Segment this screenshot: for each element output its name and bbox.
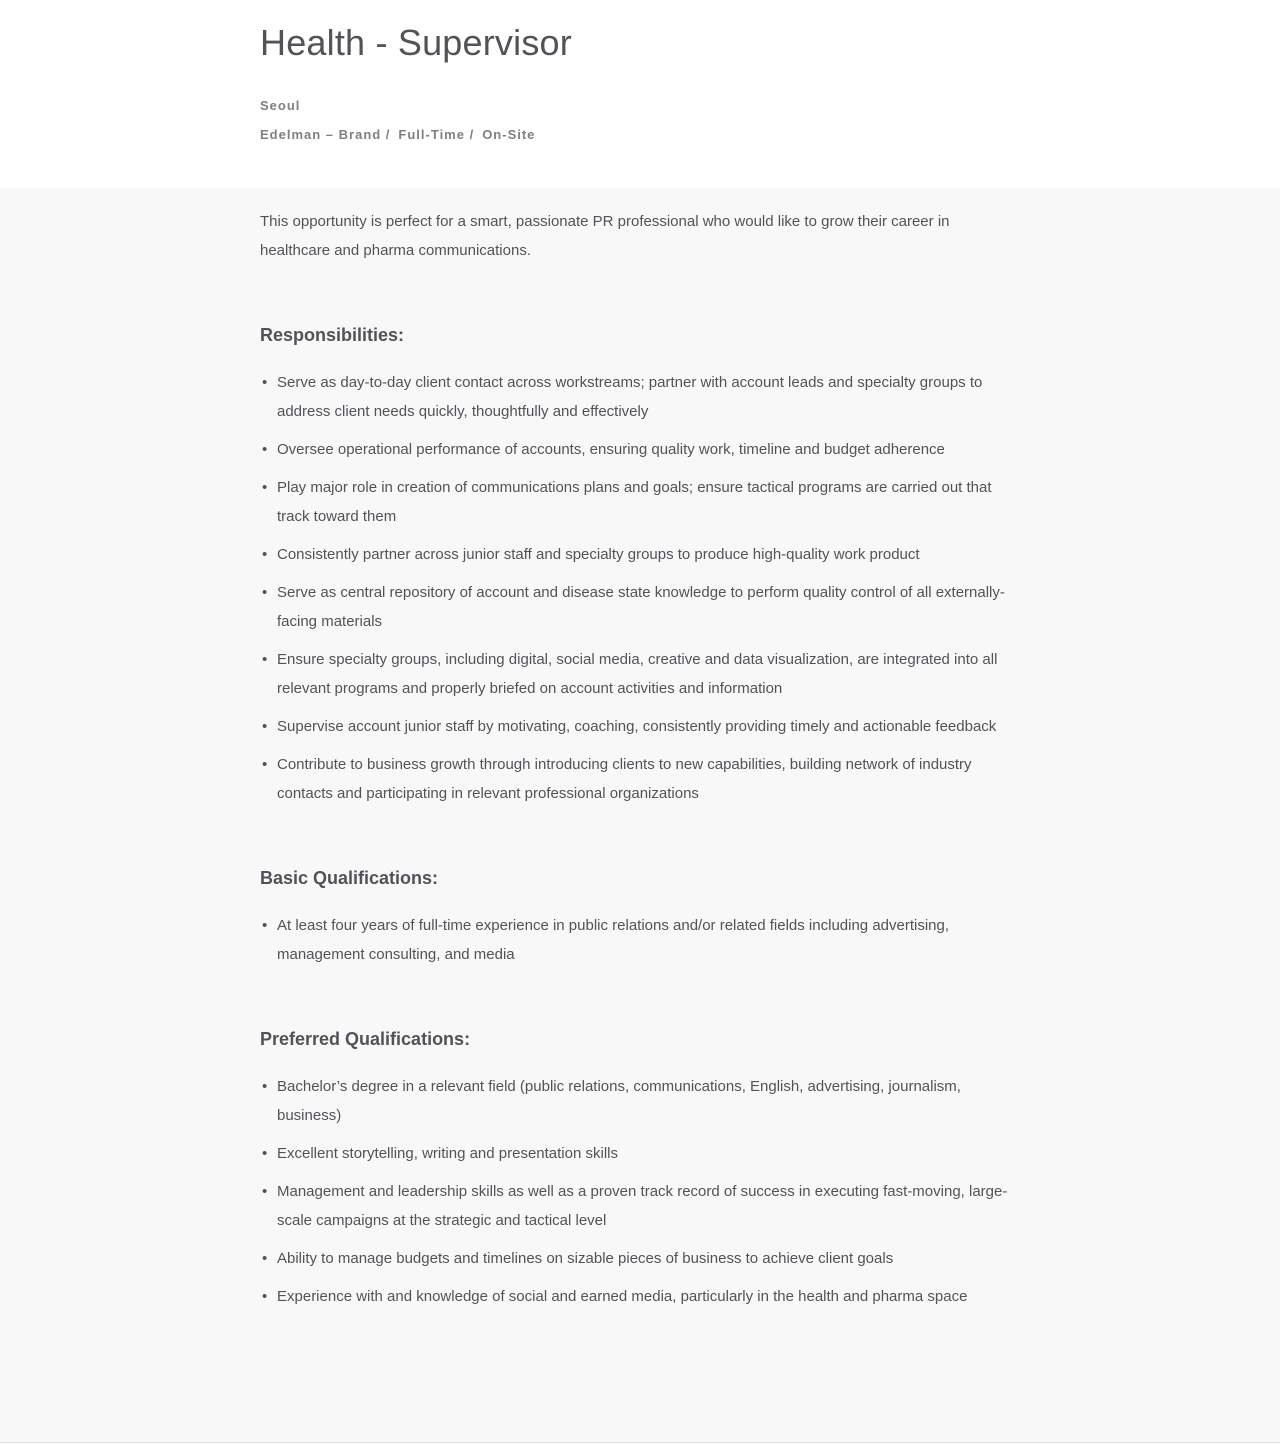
list-item xyxy=(260,473,1020,531)
posting-location: Seoul xyxy=(260,98,301,113)
section-basic-qualifications xyxy=(260,866,1020,969)
category-commitment: Full-Time / xyxy=(398,127,475,142)
list-item-text: Serve as day-to-day client contact across workstreams; partner with account leads and specialty groups to address client needs quickly, thoughtfully and effectively xyxy=(277,374,983,420)
list-item xyxy=(260,435,1020,464)
list-item-text: Experience with and knowledge of social and earned media, particularly in the health and pharma space xyxy=(277,1288,968,1305)
list-item-text: Ability to manage budgets and timelines on sizable pieces of business to achieve client goals xyxy=(277,1250,894,1267)
bullet-dot-icon: • xyxy=(262,1145,268,1162)
posting-title: Health - Supervisor xyxy=(260,22,572,63)
list-item-text: Oversee operational performance of accounts, ensuring quality work, timeline and budget adherence xyxy=(277,441,945,458)
list-item xyxy=(260,1072,1020,1130)
bullet-dot-icon: • xyxy=(262,718,268,735)
bullet-list xyxy=(260,911,1020,969)
list-item xyxy=(260,645,1020,703)
posting-header-inner xyxy=(260,0,1020,143)
bullet-dot-icon: • xyxy=(262,479,268,496)
list-item xyxy=(260,1244,1020,1273)
category-team: Edelman – Brand / xyxy=(260,127,391,142)
bullet-dot-icon: • xyxy=(262,756,268,773)
list-item-text: Supervise account junior staff by motivating, coaching, consistently providing timely and actionable feedback xyxy=(277,718,997,735)
bullet-dot-icon: • xyxy=(262,546,268,563)
posting-header xyxy=(0,0,1280,188)
posting-content xyxy=(260,188,1020,1311)
list-item xyxy=(260,911,1020,969)
section-heading: Preferred Qualifications: xyxy=(260,1029,471,1049)
divider xyxy=(0,1442,1280,1443)
list-item xyxy=(260,750,1020,808)
list-item xyxy=(260,578,1020,636)
posting-sections xyxy=(260,323,1020,1311)
bullet-dot-icon: • xyxy=(262,917,268,934)
list-item-text: Excellent storytelling, writing and presentation skills xyxy=(277,1145,618,1162)
bullet-dot-icon: • xyxy=(262,584,268,601)
section-responsibilities xyxy=(260,323,1020,808)
bullet-list xyxy=(260,1072,1020,1311)
list-item-text: Serve as central repository of account and disease state knowledge to perform quality control of all externally-facing materials xyxy=(277,584,1005,630)
bullet-dot-icon: • xyxy=(262,1250,268,1267)
list-item xyxy=(260,540,1020,569)
bullet-dot-icon: • xyxy=(262,374,268,391)
posting-categories xyxy=(260,127,1020,143)
list-item-text: Management and leadership skills as well as a proven track record of success in executing fast-moving, large-scale campaigns at the strategic and tactical level xyxy=(277,1183,1008,1229)
bullet-dot-icon: • xyxy=(262,441,268,458)
posting-intro: This opportunity is perfect for a smart, passionate PR professional who would like to grow their career in healthcare and pharma communications. xyxy=(260,213,950,259)
list-item xyxy=(260,712,1020,741)
list-item-text: Play major role in creation of communications plans and goals; ensure tactical programs are carried out that track toward them xyxy=(277,479,992,525)
list-item-text: Contribute to business growth through introducing clients to new capabilities, building network of industry contacts and participating in relevant professional organizations xyxy=(277,756,972,802)
section-heading: Basic Qualifications: xyxy=(260,868,439,888)
list-item xyxy=(260,1139,1020,1168)
list-item xyxy=(260,368,1020,426)
list-item-text: Bachelor’s degree in a relevant field (public relations, communications, English, advertising, journalism, business) xyxy=(277,1078,961,1124)
bullet-dot-icon: • xyxy=(262,1183,268,1200)
section-preferred-qualifications xyxy=(260,1027,1020,1311)
list-item-text: Ensure specialty groups, including digital, social media, creative and data visualization, are integrated into all relevant programs and properly briefed on account activities and information xyxy=(277,651,998,697)
bullet-list xyxy=(260,368,1020,808)
list-item-text: At least four years of full-time experience in public relations and/or related fields including advertising, management consulting, and media xyxy=(277,917,950,963)
bullet-dot-icon: • xyxy=(262,1078,268,1095)
bullet-dot-icon: • xyxy=(262,651,268,668)
list-item-text: Consistently partner across junior staff and specialty groups to produce high-quality work product xyxy=(277,546,920,563)
bullet-dot-icon: • xyxy=(262,1288,268,1305)
category-workplace: On-Site xyxy=(482,127,536,142)
list-item xyxy=(260,1282,1020,1311)
section-heading: Responsibilities: xyxy=(260,325,405,345)
list-item xyxy=(260,1177,1020,1235)
